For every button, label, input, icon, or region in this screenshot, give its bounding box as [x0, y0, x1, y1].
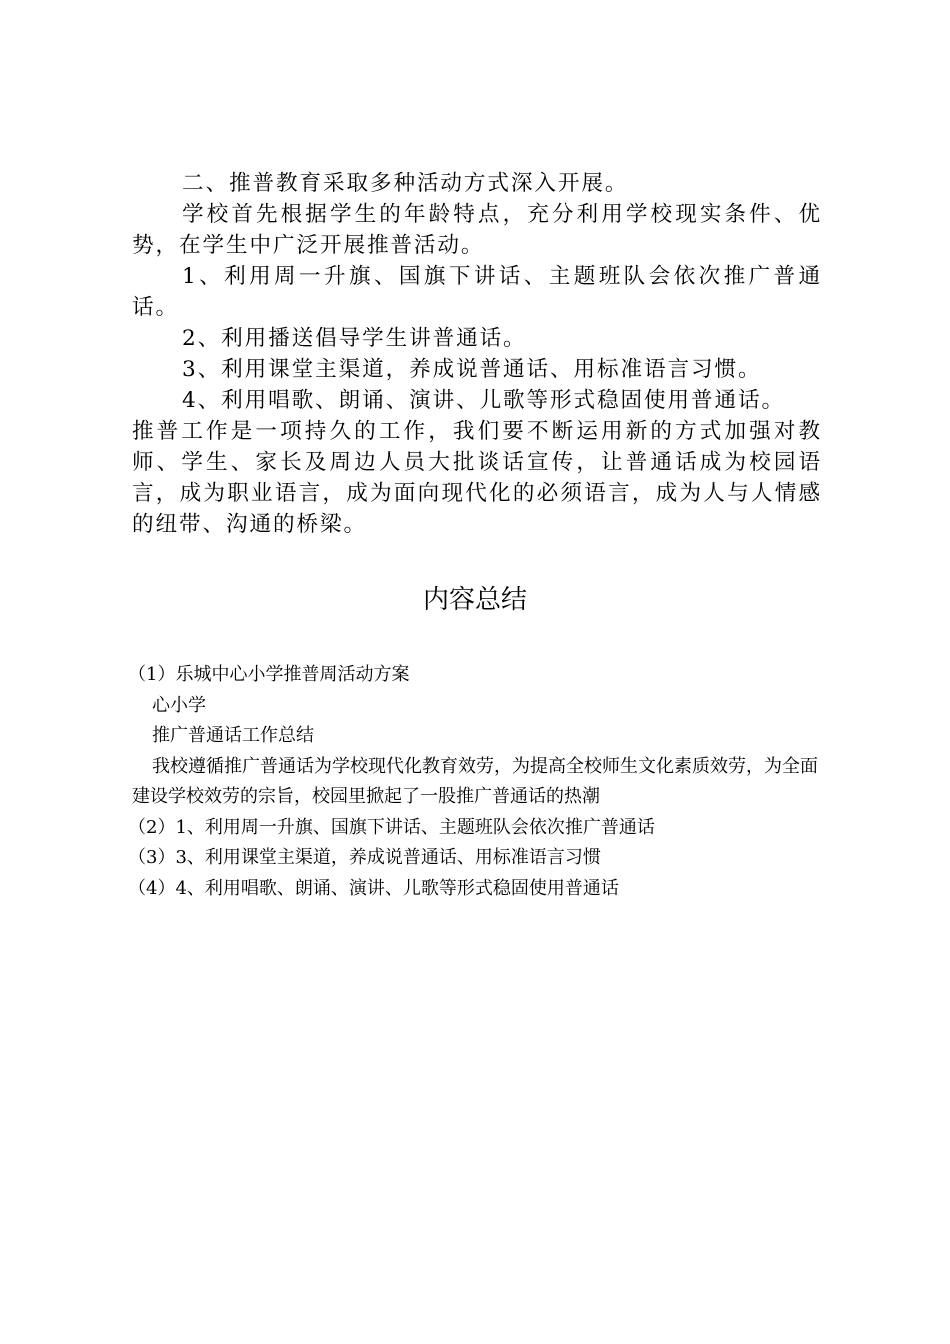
list-item: 4、利用唱歌、朗诵、演讲、儿歌等形式稳固使用普通话。 [182, 388, 785, 413]
summary-entry-line: 心小学 [152, 694, 206, 716]
summary-entry: （1）乐城中心小学推普周活动方案 [128, 664, 410, 685]
intro-paragraph: 学校首先根据学生的年龄特点，充分利用学校现实条件、优势，在学生中广泛开展推普活动。 [132, 202, 822, 258]
list-item: 3、利用课堂主渠道，养成说普通话、用标准语言习惯。 [182, 357, 762, 382]
summary-entry-paragraph: 我校遵循推广普通话为学校现代化教育效劳，为提高全校师生文化素质效劳，为全面建设学校效劳的宗旨，校园里掀起了一股推广普通话的热潮 [132, 755, 818, 807]
summary-entry: （4）4、利用唱歌、朗诵、演讲、儿歌等形式稳固使用普通话 [128, 877, 619, 899]
section-heading: 二、推普教育采取多种活动方式深入开展。 [182, 171, 629, 196]
summary-entry: （2）1、利用周一升旗、国旗下讲话、主题班队会依次推广普通话 [128, 816, 655, 838]
summary-title: 内容总结 [422, 585, 527, 615]
closing-paragraph: 推普工作是一项持久的工作，我们要不断运用新的方式加强对教师、学生、家长及周边人员大批谈话宣传，让普通话成为校园语言，成为职业语言，成为面向现代化的必须语言，成为人与人情感的纽带、沟通的桥梁。 [132, 419, 822, 537]
summary-entry-line: 推广普通话工作总结 [152, 725, 314, 746]
list-item: 2、利用播送倡导学生讲普通话。 [182, 326, 527, 351]
body-text [132, 168, 822, 540]
list-item: 1、利用周一升旗、国旗下讲话、主题班队会依次推广普通话。 [132, 264, 822, 320]
summary-list [128, 660, 832, 904]
summary-entry: （3）3、利用课堂主渠道，养成说普通话、用标准语言习惯 [128, 847, 601, 868]
